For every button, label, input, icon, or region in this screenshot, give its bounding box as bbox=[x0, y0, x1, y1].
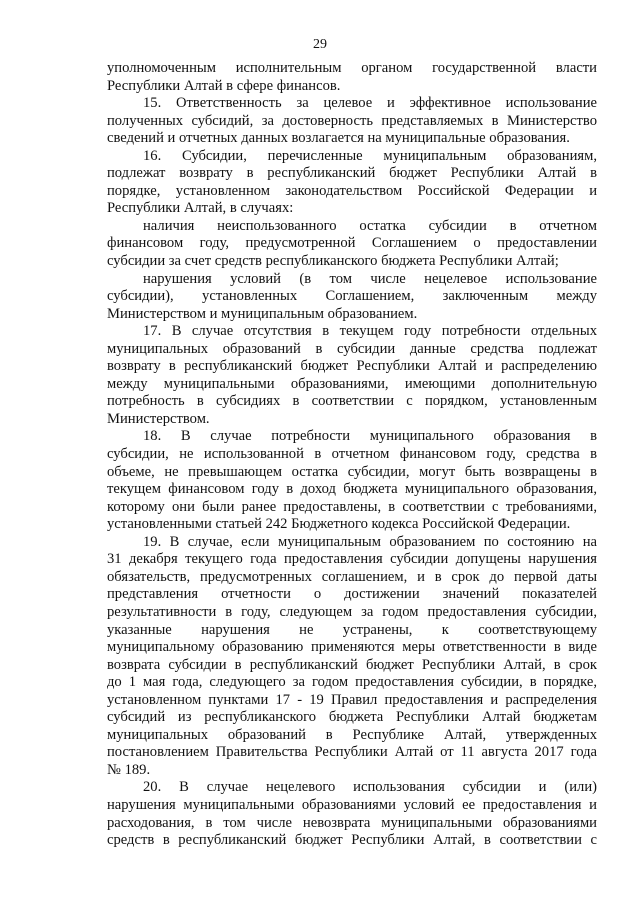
text-line: 16. Субсидии, перечисленные муниципальным образованиям, bbox=[143, 147, 597, 164]
text-line: 18. В случае потребности муниципального образования в bbox=[143, 428, 597, 445]
text-line: Министерством и муниципальным образованием. bbox=[107, 305, 418, 322]
text-line: муниципальному образованию применяются меры ответственности в виде bbox=[107, 639, 597, 656]
document-body bbox=[107, 60, 597, 850]
text-line: нарушения муниципальными образованиями условий ее предоставления и bbox=[107, 796, 597, 813]
text-line: 15. Ответственность за целевое и эффективное использование bbox=[143, 95, 597, 112]
page-number: 29 bbox=[313, 37, 327, 52]
text-line: которому они были ранее предоставлены, в соответствии с требованиями, bbox=[107, 498, 597, 515]
text-line: 19. В случае, если муниципальным образованием по состоянию на bbox=[143, 533, 597, 550]
text-line: постановлением Правительства Республики Алтай от 11 августа 2017 года bbox=[107, 744, 597, 761]
text-line: объеме, не превышающем остатка субсидии, могут быть возвращены в bbox=[107, 463, 597, 480]
text-line: установленными статьей 242 Бюджетного кодекса Российской Федерации. bbox=[107, 516, 571, 533]
text-line: текущем финансовом году в доход бюджета муниципального образования, bbox=[107, 481, 597, 498]
text-line: возврату в республиканский бюджет Республики Алтай и распределению bbox=[107, 358, 597, 375]
text-line: муниципальных образований в субсидии данные средства подлежат bbox=[107, 340, 597, 357]
text-line: до 1 мая года, следующего за годом предоставления субсидии, в порядке, bbox=[107, 674, 597, 691]
text-line: Республики Алтай, в случаях: bbox=[107, 200, 294, 217]
text-line: 17. В случае отсутствия в текущем году потребности отдельных bbox=[143, 323, 597, 340]
text-line: подлежат возврату в республиканский бюджет Республики Алтай в bbox=[107, 165, 597, 182]
text-line: субсидии за счет средств республиканского бюджета Республики Алтай; bbox=[107, 253, 559, 270]
text-line: между муниципальными образованиями, имеющими дополнительную bbox=[107, 375, 597, 392]
text-line: средств в республиканский бюджет Республики Алтай, в соответствии с bbox=[107, 832, 597, 849]
text-line: муниципальных образований в Республике Алтай, утвержденных bbox=[107, 726, 597, 743]
text-line: Республики Алтай в сфере финансов. bbox=[107, 77, 341, 94]
text-line: обязательств, предусмотренных соглашением, и в срок до первой даты bbox=[107, 568, 597, 585]
text-line: № 189. bbox=[107, 761, 151, 778]
text-line: 20. В случае нецелевого использования субсидии и (или) bbox=[143, 779, 597, 796]
text-line: субсидии), установленных Соглашением, заключенным между bbox=[107, 288, 597, 305]
text-line: субсидий из республиканского бюджета Республики Алтай бюджетам bbox=[107, 709, 597, 726]
text-line: уполномоченным исполнительным органом государственной власти bbox=[107, 60, 597, 76]
text-line: указанные нарушения не устранены, к соответствующему bbox=[107, 621, 597, 638]
text-line: наличия неиспользованного остатка субсидии в отчетном bbox=[143, 217, 597, 234]
text-line: субсидии, не использованной в отчетном финансовом году, средства в bbox=[107, 446, 597, 463]
text-line: полученных субсидий, за достоверность представляемых в Министерство bbox=[107, 112, 597, 129]
text-line: нарушения условий (в том числе нецелевое использование bbox=[143, 270, 597, 287]
text-line: возврата субсидии в республиканский бюджет Республики Алтай, в срок bbox=[107, 656, 597, 673]
text-line: порядке, установленном законодательством Российской Федерации и bbox=[107, 182, 597, 199]
text-line: 31 декабря текущего года предоставления субсидии допущены нарушения bbox=[107, 551, 597, 568]
text-line: потребность в субсидиях в соответствии с порядком, установленным bbox=[107, 393, 597, 410]
text-line: результативности в году, следующем за годом предоставления субсидии, bbox=[107, 603, 597, 620]
text-line: расходования, в том числе невозврата муниципальными образованиями bbox=[107, 814, 597, 831]
text-line: финансовом году, предусмотренной Соглашением о предоставлении bbox=[107, 235, 597, 252]
text-line: установленном пунктами 17 - 19 Правил предоставления и распределения bbox=[107, 691, 597, 708]
text-line: сведений и отчетных данных возлагается на муниципальные образования. bbox=[107, 130, 570, 147]
text-line: представления отчетности о достижении значений показателей bbox=[107, 586, 597, 603]
text-line: Министерством. bbox=[107, 410, 210, 427]
